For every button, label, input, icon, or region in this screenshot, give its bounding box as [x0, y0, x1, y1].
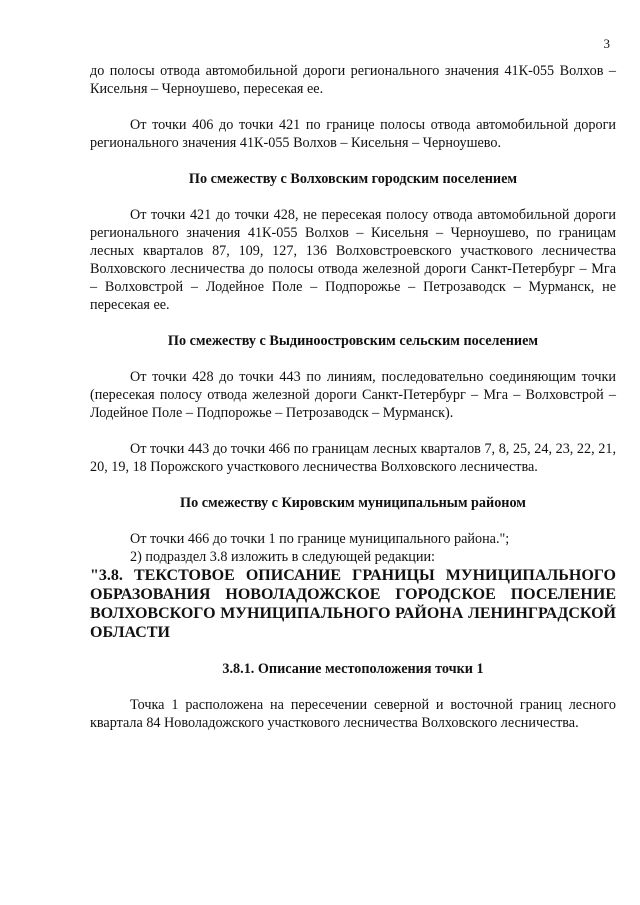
heading-point-1-description: 3.8.1. Описание местоположения точки 1: [222, 661, 484, 677]
paragraph-subsection-instruction: 2) подраздел 3.8 изложить в следующей редакции:: [130, 549, 435, 565]
page-number: 3: [603, 36, 610, 51]
paragraph-428-443: От точки 428 до точки 443 по линиям, последовательно соединяющим точки (пересекая полосу отвода железной дороги Санкт-Петербург – Мга – Волховстрой – Лодейное Поле – Подпорожье – Петрозаводск – Мурманск).: [90, 369, 616, 421]
paragraph-421-428: От точки 421 до точки 428, не пересекая полосу отвода автомобильной дороги регионального значения 41К-055 Волхов – Кисельня – Черноушево, по границам лесных кварталов 87, 109, 127, 136 Волховстроевского участкового лесничества Волховского лесничества до полосы отвода железной дороги Санкт-Петербург – Мга – Волховстрой – Лодейное Поле – Подпорожье – Петрозаводск – Мурманск, не пересекая ее.: [90, 207, 616, 313]
heading-vydinoostrov-border: По смежеству с Выдиноостровским сельским поселением: [167, 333, 539, 349]
paragraph-continuation: до полосы отвода автомобильной дороги регионального значения 41К-055 Волхов – Кисельня – Черноушево, пересекая ее.: [90, 63, 616, 97]
heading-kirovsk-border: По смежеству с Кировским муниципальным районом: [180, 495, 526, 511]
paragraph-443-466: От точки 443 до точки 466 по границам лесных кварталов 7, 8, 25, 24, 23, 22, 21, 20, 19, 18 Порожского участкового лесничества Волховского лесничества.: [90, 441, 616, 475]
paragraph-point-1: Точка 1 расположена на пересечении северной и восточной границ лесного квартала 84 Новоладожского участкового лесничества Волховского лесничества.: [90, 697, 616, 731]
paragraph-466-1: От точки 466 до точки 1 по границе муниципального района.";: [130, 531, 510, 547]
section-title: "3.8. ТЕКСТОВОЕ ОПИСАНИЕ ГРАНИЦЫ МУНИЦИПАЛЬНОГО ОБРАЗОВАНИЯ НОВОЛАДОЖСКОЕ ГОРОДСКОЕ ПОСЕЛЕНИЕ ВОЛХОВСКОГО МУНИЦИПАЛЬНОГО РАЙОНА ЛЕНИНГРАДСКОЙ ОБЛАСТИ: [90, 567, 616, 641]
document-body: [90, 62, 616, 732]
paragraph-406-421: От точки 406 до точки 421 по границе полосы отвода автомобильной дороги регионального значения 41К-055 Волхов – Кисельня – Черноушево.: [90, 117, 616, 151]
heading-volkhov-border: По смежеству с Волховским городским поселением: [188, 171, 518, 187]
